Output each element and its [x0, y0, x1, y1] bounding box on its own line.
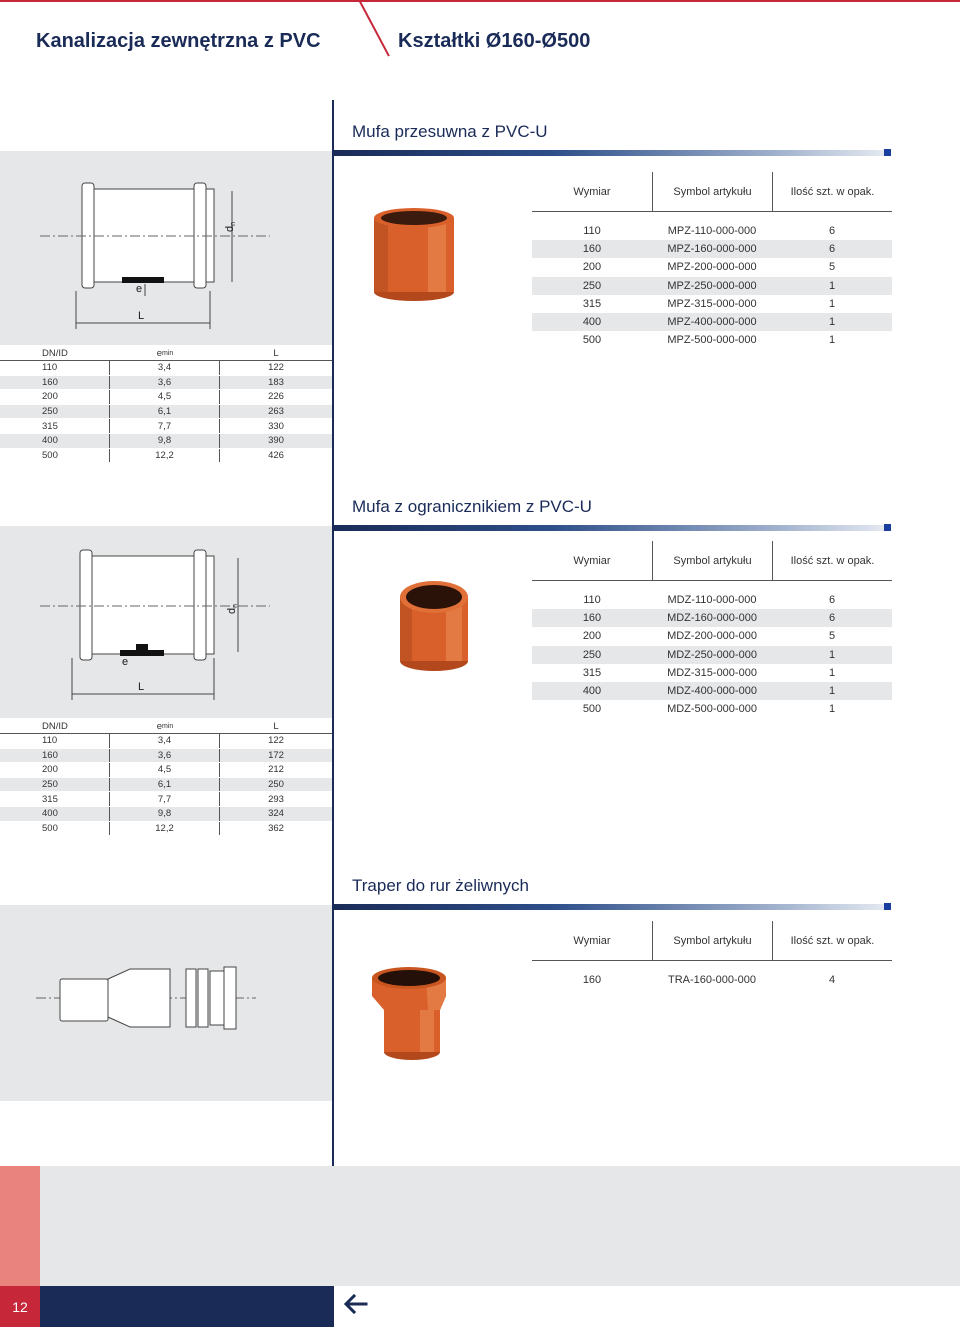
footer-bar: [40, 1286, 334, 1327]
table-row: 500 12,2 426: [0, 449, 332, 464]
section-title: Traper do rur żeliwnych: [352, 876, 529, 895]
table-row: 400 9,8 324: [0, 807, 332, 822]
table-row: 315 7,7 330: [0, 419, 332, 434]
table-row: 110 3,4 122: [0, 361, 332, 376]
table-row: 110 MDZ-110-000-000 6: [583, 594, 836, 607]
product-table: [532, 541, 892, 718]
back-arrow-icon[interactable]: [342, 1293, 368, 1315]
dn-label: $d_n$: [224, 221, 237, 232]
col-qty: Ilość szt. w opak.: [772, 541, 892, 580]
table-row: 400 MDZ-400-000-000 1: [532, 682, 892, 700]
page-header: [36, 26, 591, 56]
table-row: 160 MPZ-160-000-000 6: [532, 240, 892, 258]
table-row: 250 6,1 263: [0, 405, 332, 420]
table-row: 400 MPZ-400-000-000 1: [532, 313, 892, 331]
section-title: Mufa przesuwna z PVC-U: [352, 122, 548, 141]
section-title-bar: [334, 150, 884, 156]
table-row: 400 9,8 390: [0, 434, 332, 449]
col-symbol: Symbol artykułu: [652, 921, 772, 960]
col-qty: Ilość szt. w opak.: [772, 172, 892, 211]
drawing-panel: [0, 526, 332, 718]
length-label: L: [138, 681, 145, 693]
category-title: Kanalizacja zewnętrzna z PVC: [36, 29, 321, 52]
table-row: 315 MDZ-315-000-000 1: [582, 666, 836, 679]
technical-drawing: [0, 905, 332, 1101]
col-qty: Ilość szt. w opak.: [772, 921, 892, 960]
table-row: 250 MDZ-250-000-000 1: [532, 646, 892, 664]
table-row: 160 3,6 183: [0, 376, 332, 391]
table-row: 200 MDZ-200-000-000 5: [582, 630, 836, 643]
table-row: 500 MDZ-500-000-000 1: [582, 703, 836, 716]
wall-label: e: [136, 283, 143, 295]
header-divider: [358, 0, 390, 57]
col-symbol: Symbol artykułu: [652, 172, 772, 211]
technical-drawing: [0, 151, 332, 345]
product-table: [532, 172, 892, 349]
table-row: 200 MPZ-200-000-000 5: [582, 261, 836, 274]
product-photo: [394, 575, 474, 680]
table-row: 315 MPZ-315-000-000 1: [582, 297, 836, 310]
product-table: [532, 921, 892, 989]
table-header: [532, 921, 892, 961]
table-row: 315 7,7 293: [0, 792, 332, 807]
product-photo: [368, 204, 460, 309]
subcategory-title: Kształtki Ø160-Ø500: [398, 29, 591, 52]
section-title-marker: [884, 903, 891, 910]
table-row: 250 MPZ-250-000-000 1: [532, 277, 892, 295]
page-number: 12: [0, 1286, 40, 1327]
table-row: 200 4,5 212: [0, 763, 332, 778]
product-photo: [366, 960, 452, 1071]
col-symbol: Symbol artykułu: [652, 541, 772, 580]
table-row: 200 4,5 226: [0, 390, 332, 405]
table-row: 160 MDZ-160-000-000 6: [532, 609, 892, 627]
dimension-table: [0, 347, 332, 463]
section-title-marker: [884, 149, 891, 156]
col-size: Wymiar: [573, 934, 611, 947]
col-size: Wymiar: [573, 554, 611, 567]
dn-label: $d_n$: [226, 603, 239, 614]
table-row: 110 MPZ-110-000-000 6: [583, 225, 836, 238]
vertical-divider: [332, 100, 334, 1286]
drawing-panel: [0, 905, 332, 1101]
top-rule: [0, 0, 960, 2]
technical-drawing: [0, 526, 332, 718]
table-row: 110 3,4 122: [0, 734, 332, 749]
table-header: [532, 541, 892, 581]
table-header: [532, 172, 892, 212]
wall-label: e: [122, 656, 129, 668]
col-size: Wymiar: [573, 185, 611, 198]
table-row: 500 MPZ-500-000-000 1: [582, 334, 836, 347]
table-row: 160 3,6 172: [0, 749, 332, 764]
dimension-table-header: DN/ID e min L: [0, 347, 332, 361]
table-row: 250 6,1 250: [0, 778, 332, 793]
section-title: Mufa z ogranicznikiem z PVC-U: [352, 497, 592, 516]
length-label: L: [138, 310, 145, 322]
section-title-bar: [334, 525, 884, 531]
footer-band: [0, 1166, 960, 1286]
dimension-table: [0, 720, 332, 836]
section-title-marker: [884, 524, 891, 531]
dimension-table-header: DN/ID e min L: [0, 720, 332, 734]
table-row: 500 12,2 362: [0, 822, 332, 837]
table-row: 160 TRA-160-000-000 4: [582, 974, 836, 987]
section-title-bar: [334, 904, 884, 910]
drawing-panel: [0, 151, 332, 345]
